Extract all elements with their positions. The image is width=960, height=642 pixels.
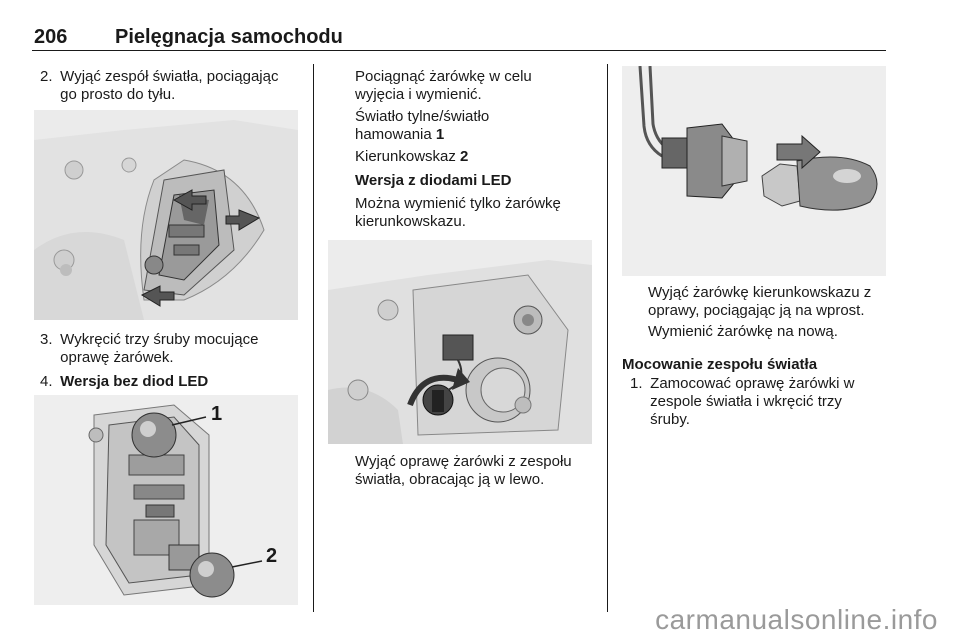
text-line2: kierunkowskazu. [355, 213, 466, 230]
instruction-remove-turn-bulb [648, 284, 898, 320]
text-line1: Wyjąć oprawę żarówki z zespołu [355, 453, 572, 470]
instruction-pull-bulb [355, 68, 600, 104]
text-line2: oprawy, pociągając ją na wprost. [648, 302, 865, 319]
page-number: 206 [34, 26, 68, 48]
figure-rotate-holder [328, 240, 592, 444]
label-turn-signal [355, 148, 600, 166]
text-line1: Można wymienić tylko żarówkę [355, 195, 561, 212]
text-line1: Pociągnąć żarówkę w celu [355, 68, 532, 85]
step-text-line2: go prosto do tyłu. [60, 86, 176, 103]
instruction-replace-bulb: Wymienić żarówkę na nową. [648, 323, 838, 340]
step-number: 3. [40, 331, 53, 348]
callout-ref-1: 1 [435, 126, 445, 143]
text-line1: Światło tylne/światło [355, 108, 490, 125]
text-line1: Wyjąć żarówkę kierunkowskazu z [648, 284, 872, 301]
text: Kierunkowskaz [355, 148, 461, 165]
figure-tail-light-removal [34, 110, 298, 320]
step-3 [40, 331, 305, 367]
figure-callout-2: 2 [266, 545, 278, 567]
column-divider-1 [313, 64, 314, 612]
column-divider-2 [607, 64, 608, 612]
watermark: carmanualsonline.info [655, 604, 938, 635]
step-2 [40, 68, 305, 104]
step-number: 1. [630, 375, 643, 392]
page-title: Pielęgnacja samochodu [115, 26, 343, 48]
text-line2: hamowania [355, 126, 436, 143]
step-text-line1: Wyjąć zespół światła, pociągając [60, 68, 279, 85]
instruction-remove-holder [355, 453, 600, 489]
step-text-line1: Wykręcić trzy śruby mocujące [60, 331, 259, 348]
step-text: Wersja bez diod LED [60, 373, 209, 390]
figure-bulb-extraction [622, 66, 886, 276]
subheading-led-version: Wersja z diodami LED [355, 172, 512, 189]
header-rule [32, 50, 886, 51]
step-number: 4. [40, 373, 53, 390]
step-4 [40, 373, 305, 391]
figure-callout-1: 1 [211, 403, 223, 425]
step-text-line2: oprawę żarówek. [60, 349, 174, 366]
step-text-line2: zespole światła i wkręcić trzy [650, 393, 842, 410]
step-number: 2. [40, 68, 53, 85]
note-led-turn-signal [355, 195, 600, 231]
callout-ref-2: 2 [460, 148, 469, 165]
text-line2: wyjęcia i wymienić. [355, 86, 482, 103]
step-text-line1: Zamocować oprawę żarówki w [650, 375, 855, 392]
label-tail-brake-light [355, 108, 600, 144]
figure-bulb-holder [34, 395, 298, 605]
step-text-line3: śruby. [650, 411, 690, 428]
text-line2: światła, obracając ją w lewo. [355, 471, 545, 488]
mounting-step-1 [630, 375, 890, 429]
section-heading-mounting: Mocowanie zespołu światła [622, 356, 818, 373]
